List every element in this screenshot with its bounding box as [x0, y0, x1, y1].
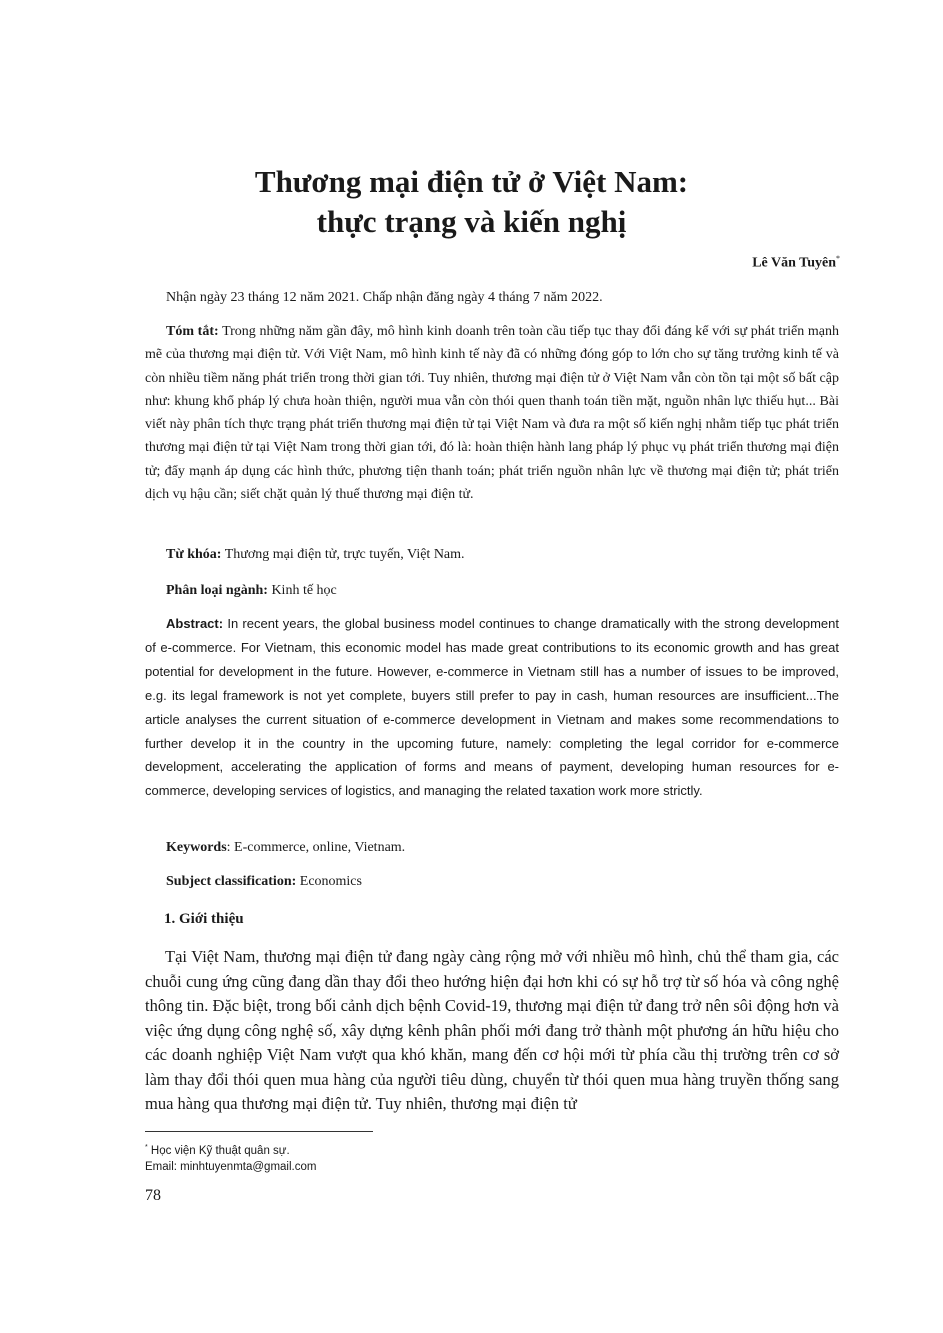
section-heading: 1. Giới thiệu — [164, 911, 244, 927]
abstract-vi-label: Tóm tắt: — [166, 324, 219, 339]
footnote-affiliation-line — [145, 1140, 316, 1159]
title-line-1: Thương mại điện tử ở Việt Nam: — [254, 164, 689, 199]
title-line-2: thực trạng và kiến nghị — [316, 204, 627, 239]
keywords-en-label: Keywords — [166, 840, 227, 855]
abstract-english — [145, 612, 839, 803]
footnote-affiliation: Học viện Kỹ thuật quân sự. — [147, 1144, 290, 1157]
footnote-divider — [145, 1131, 373, 1132]
classification-vi-label: Phân loại ngành: — [166, 583, 268, 598]
footnote-mark: * — [145, 1144, 148, 1151]
classification-en-text: Economics — [296, 874, 362, 889]
abstract-vietnamese — [145, 320, 839, 506]
author-name — [752, 254, 840, 272]
keywords-vietnamese — [145, 545, 839, 565]
footnote — [145, 1140, 316, 1175]
article-title — [0, 162, 943, 242]
classification-vi-text: Kinh tế học — [267, 583, 337, 598]
abstract-vi-text: Trong những năm gần đây, mô hình kinh doanh trên toàn cầu tiếp tục thay đổi đáng kể với sự phát triển mạnh mẽ của thương mại điện tử. Với Việt Nam, mô hình kinh tế này đã có những đóng góp to lớn cho sự tăng trưởng kinh tế và còn nhiều tiềm năng phát triển trong thời gian tới. Tuy nhiên, thương mại điện tử ở Việt Nam vẫn còn tồn tại một số bất cập như: khung khổ pháp lý chưa hoàn thiện, người mua vẫn còn thói quen thanh toán tiền mặt, nguồn nhân lực thiếu hụt... Bài viết này phân tích thực trạng phát triển thương mại điện tử tại Việt Nam và đưa ra một số kiến nghị nhằm tiếp tục phát triển thương mại điện tử tại Việt Nam trong thời gian tới, đó là: hoàn thiện hành lang pháp lý phục vụ phát triển thương mại điện tử; đẩy mạnh áp dụng các hình thức, phương tiện thanh toán; phát triển nguồn nhân lực về thương mại điện tử; phát triển dịch vụ hậu cần; siết chặt quản lý thuế thương mại điện tử. — [145, 324, 839, 503]
footnote-email: Email: minhtuyenmta@gmail.com — [145, 1160, 317, 1173]
classification-vietnamese — [145, 581, 839, 601]
keywords-english — [145, 838, 839, 858]
page-number: 78 — [145, 1187, 161, 1204]
abstract-en-label: Abstract: — [166, 616, 224, 631]
classification-en-label: Subject classification: — [166, 874, 297, 889]
section-paragraph: Tại Việt Nam, thương mại điện tử đang ngày càng rộng mở với nhiều mô hình, chủ thể tham gia, các chuỗi cung ứng cũng đang dần thay đổi theo hướng hiện đại hơn khi có sự hỗ trợ từ số hóa và công nghệ thông tin. Đặc biệt, trong bối cảnh dịch bệnh Covid-19, thương mại điện tử đang trở nên sôi động hơn và việc ứng dụng công nghệ số, xây dựng kênh phân phối mới đang trở thành một phương án hữu hiệu cho các doanh nghiệp Việt Nam vượt qua khó khăn, mang đến cơ hội mới từ phía cầu thị trường trên cơ sở làm thay đổi thói quen mua hàng của người tiêu dùng, chuyển từ thói quen mua hàng truyền thống sang mua hàng qua thương mại điện tử. Tuy nhiên, thương mại điện tử — [145, 947, 839, 1113]
author-footnote-mark: * — [836, 254, 840, 263]
keywords-vi-label: Từ khóa: — [166, 547, 222, 562]
author-text: Lê Văn Tuyên — [752, 255, 836, 271]
keywords-vi-text: Thương mại điện tử, trực tuyến, Việt Nam. — [221, 547, 465, 562]
keywords-en-text: : E-commerce, online, Vietnam. — [226, 840, 406, 855]
classification-english — [145, 872, 839, 892]
received-date: Nhận ngày 23 tháng 12 năm 2021. Chấp nhận đăng ngày 4 tháng 7 năm 2022. — [166, 290, 603, 305]
abstract-en-text: In recent years, the global business model continues to change dramatically with the strong development of e-commerce. For Vietnam, this economic model has made great contributions to its economic growth and has great potential for development in the future. However, e-commerce in Vietnam still has a number of issues to be improved, e.g. its legal framework is not yet complete, buyers still prefer to pay in cash, human resources are insufficient...The article analyses the current situation of e-commerce development in Vietnam and makes some recommendations to further develop it in the country in the upcoming future, namely: completing the legal corridor for e-commerce development, accelerating the application of forms and means of payment, developing human resources for e-commerce, developing services of logistics, and managing the related taxation work more strictly. — [145, 616, 839, 799]
